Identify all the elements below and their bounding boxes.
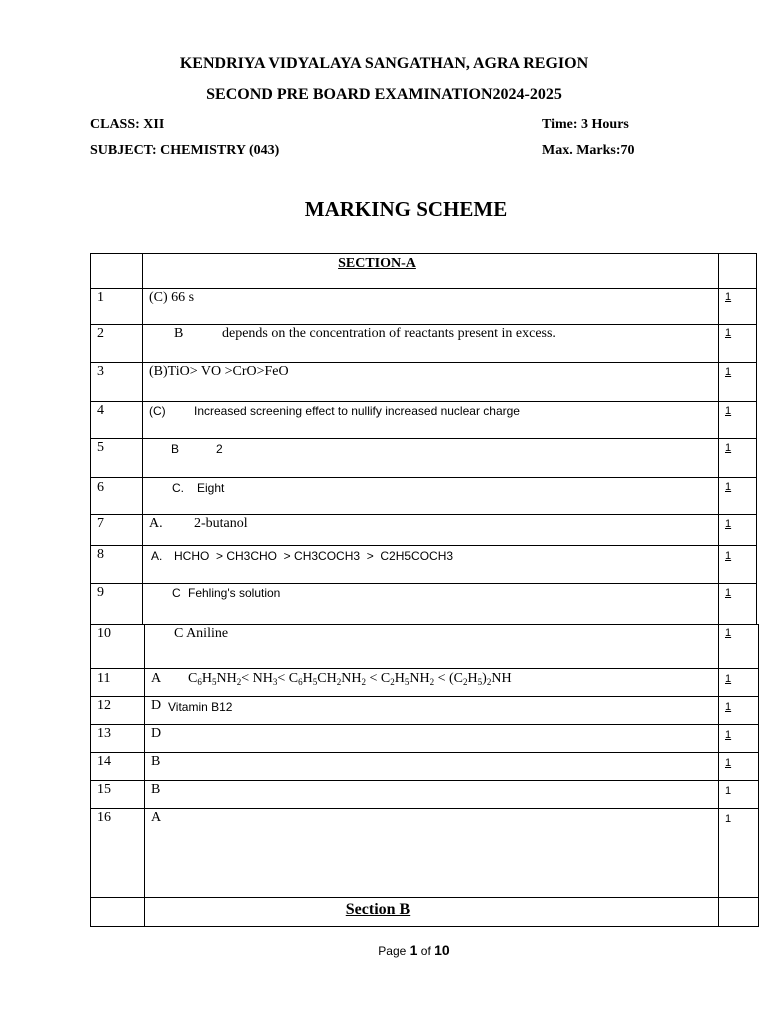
question-number: 3 [97,364,104,379]
page-title: MARKING SCHEME [304,197,508,221]
exam-title: SECOND PRE BOARD EXAMINATION2024-2025 [206,86,562,103]
answer-text: 2 [216,442,223,456]
answer-text: 2-butanol [194,516,248,531]
answer-option: C. [172,481,184,495]
section-b-heading: Section B [345,901,411,918]
answer-option: B [151,754,161,769]
marks-value: 1 [725,813,732,825]
answer-option: B [171,442,180,456]
marks-value: 1 [725,785,732,797]
max-marks-label: Max. Marks:70 [542,143,635,158]
question-number: 6 [97,480,104,495]
time-label: Time: 3 Hours [542,117,629,132]
answer-text: Fehling's solution [188,586,281,600]
marks-value: 1 [725,442,732,454]
answer-option: A. [151,549,163,563]
of-word: of [420,944,431,958]
marks-value: 1 [725,673,732,685]
answer-option: B [174,326,184,341]
question-number: 1 [97,290,104,305]
marks-value: 1 [725,550,732,562]
page-word: Page [378,944,407,958]
section-a-heading: SECTION-A [338,256,416,271]
answer-option: C [172,586,181,600]
marks-value: 1 [725,627,732,639]
marks-value: 1 [725,701,732,713]
question-number: 8 [97,547,104,562]
marks-value: 1 [725,366,732,378]
question-number: 12 [97,698,111,713]
question-number: 11 [97,671,111,686]
answer-text: HCHO > CH3CHO > CH3COCH3 > C2H5COCH3 [174,549,454,563]
question-number: 16 [97,810,111,825]
marks-value: 1 [725,481,732,493]
answer-option: D [151,698,162,713]
answer-text: Vitamin B12 [168,700,233,714]
answer-option: (C) 66 s [149,290,195,305]
answer-option: A [151,810,162,825]
answer-option: D [151,726,162,741]
answer-text: depends on the concentration of reactants present in excess. [222,326,556,341]
marks-value: 1 [725,587,732,599]
answer-formula: $C_6H_5NH_2< NH_3< C_6H_5CH_2NH_2 < C_2H_5NH_2 < (C_2H_5)_2NH$ [188,671,512,687]
question-number: 2 [97,326,104,341]
page-number: 1 [409,942,418,958]
school-name: KENDRIYA VIDYALAYA SANGATHAN, AGRA REGION [179,55,589,72]
answer-text: Increased screening effect to nullify increased nuclear charge [194,404,520,418]
marks-value: 1 [725,291,732,303]
question-number: 13 [97,726,111,741]
answer-option: (C) [149,404,166,418]
marks-value: 1 [725,518,732,530]
answer-text: Eight [197,481,225,495]
answer-option: B [151,782,161,797]
marks-value: 1 [725,729,732,741]
answer-option: (B)TiO> VO >CrO>FeO [149,364,289,379]
question-number: 10 [97,626,111,641]
question-number: 5 [97,440,104,455]
marks-value: 1 [725,757,732,769]
marks-value: 1 [725,405,732,417]
question-number: 7 [97,516,104,531]
question-number: 9 [97,585,104,600]
question-number: 4 [97,403,104,418]
answer-option: A. [149,516,163,531]
page-total: 10 [434,942,450,958]
subject-label: SUBJECT: CHEMISTRY (043) [90,143,280,158]
answer-option: A [151,671,162,686]
class-label: CLASS: XII [90,117,165,132]
marks-value: 1 [725,327,732,339]
answer-option: C Aniline [174,626,229,641]
question-number: 14 [97,754,111,769]
question-number: 15 [97,782,111,797]
page-footer [30,942,768,958]
